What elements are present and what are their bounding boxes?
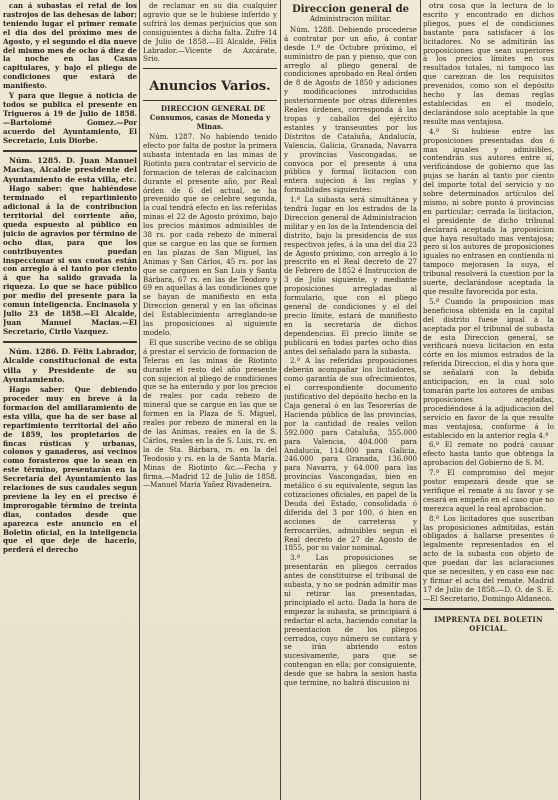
- notice-1286-heading: Núm. 1286. D. Félix Labrador, Alcalde constitucional de esta villa y Presidente de su Ayuntamiento.: [3, 346, 137, 385]
- column-divider: [420, 0, 421, 800]
- notice-1286-body: Hago saber: Que debiendo proceder muy en breve á la formacion del amillaramiento de esta villa, que ha de ser base al repartimiento territorial del año de 1859, los propietarios de fincas rústicas y urbanas, colonos y ganaderos, así vecinos como forasteros que lo sean en este término, presentarán en la Secretaría del Ayuntamiento las relaciones de sus caudales segun previene la ley en el preciso é improrogable término de treinta dias, contados desde que aparezca este anuncio en el Boletin oficial, en la inteligencia que el que deje de hacerlo, perderá el derecho: [3, 385, 137, 555]
- trigueros-notice-closing: Y para que llegue á noticia de todos se publica el presente en Trigueros á 19 de Julio de 1858.—Bartolomé Gomez.—Por acuerdo del Ayuntamiento, El Secretario, Luis Diorbe.: [3, 91, 137, 145]
- direccion-militar-subtitle: Administracion militar.: [309, 15, 392, 23]
- rule-5: 5.ª Cuando la proposicion mas beneficiosa obtenida en la capital del distrito fuese igual á la aceptada por el tribunal de subasta de esta Direccion general, se verificará nueva licitacion en esta córte en los mismos estrados de la referida Direccion, el dia y hora que se señalará con la debida anticipacion, en la cual solo tomarán parte los autores de ambas proposiciones aceptadas, procediéndose á la adjudicacion del servicio en favor de la que resulte mas ventajosa, conforme á lo establecido en la anterior regla 4.ª: [423, 296, 554, 440]
- rule-7: 7.ª El compromiso del mejor postor empezará desde que se verifique el remate á su favor y se cesará en empeño en el caso que no merezca aquel la real aprobacion.: [423, 468, 554, 513]
- column-divider: [280, 0, 281, 800]
- column-4: [423, 2, 554, 792]
- rule-1: 1.ª La subasta será simultánea y tendrá lugar en los estrados de la Direccion general de Administracion militar y en los de la Intendencia del distrito, bajo la presidencia de sus respectivos jefes, á la una del dia 23 de Agosto próximo, con arreglo á lo prescrito en el Real decreto de 27 de Febrero de 1852 é Instruccion de 3 de Julio siguiente, y mediante proposiciones arregladas al formulario, que con el pliego general de condiciones y el del precio límite, estará de manifiesto en la secretaría de dichos dependencias. El precio límite se publicará en todas partes ocho dias antes del señalado para la subasta.: [284, 195, 417, 356]
- section-divider: [143, 68, 277, 69]
- notice-1285-body: Hago saber: que habiéndose terminado el repartimiento adicional á la de contribucion territorial del corriente año, queda espuesto al público en juicio de agravios por término de ocho dias, para que los contribuyentes puedan inspeccionar si sus cuotas están con arreglo á el tanto por ciento á que ha salido gravada la riqueza. Lo que se hace público por medio del presente para la comun inteligencia. Encinasola y Julio 23 de 1858.—El Alcalde, Juan Manuel Macias.—El Secretario, Cirilo Vazquez.: [3, 184, 137, 336]
- zufre-notice-text: de reclamar en su dia cualquier agravio que se le hubiese inferido y sufrirá los demas perjuicios que son consiguientes á dicha falta. Zufre 14 de Julio de 1858.—El Alcalde, Félix Labrador.—Vicente de Azcárate, Srio.: [143, 2, 277, 64]
- imprint-line: IMPRENTA DEL BOLETIN OFICIAL.: [434, 614, 543, 633]
- rule-3-continued: otra cosa que la lectura de lo escrito y encontrado en dichos pliegos, pues el de condiciones bastante para satisfacer á los licitadores. No se admitirán las proposiciones que sean superiores á los precios límites en sus resultados totales, ni tampoco las que carezcan de los requisitos prevenidos, como son el depósito hecho y las demas reglas establecidas en el modelo, declarándose solo aceptable la que resulte mas ventajosa.: [423, 2, 554, 126]
- notice-1285-heading: Núm. 1285. D. Juan Manuel Macias, Alcalde presidente del Ayuntamiento de esta villa, etc.: [3, 155, 137, 184]
- column-2: [143, 2, 277, 792]
- rule-3: 3.ª Las proposiciones se presentarán en pliegos cerrados antes de constituirse el tribunal de subasta, y no se podrán admitir mas ni retirar las presentadas, principiado el acto. Dada la hora de empezar la subasta, se principiará á redactar el acta, haciendo constar la presentacion de los pliegos cerrados, cuyo número se contará y se irán abriendo estos sucesivamente, para que se contengan en ella; por consiguiente, desde que se habra la sesion hasta que termine, no habrá discusion ni: [284, 553, 417, 688]
- section-title: Anuncios Varios.: [149, 79, 271, 95]
- column-1: [3, 2, 137, 792]
- column-divider: [139, 0, 140, 800]
- trigueros-notice-text: can á subastas el retal de los rastrojos de las dehesas de labor; teniendo lugar el primer remate el dia dos del próximo mes de Agosto, y el segundo el dia nueve del mismo mes de ocho á diez de la noche en las Casas capitulares, y bajo el pliego de condiciones que estará de manifiesto.: [3, 2, 137, 91]
- section-divider: [143, 100, 277, 101]
- section-divider: [3, 150, 137, 152]
- notice-1288-body: Núm. 1288. Debiendo procederse á contratar por un año, á contar desde 1.º de Octubre próximo, el suministro de pan y pienso, que con arreglo al pliego general de condiciones aprobado en Real órden de 8 de Agosto de 1850 y adiciones y modificaciones introducidas posteriormente por otras diferentes Reales órdenes, corresponda á las tropas y caballos del ejército estantes y transeuntes por los Distritos de Cataluña, Andalucía, Valencia, Galicia, Granada, Navarra y provincias Vascongadas, se convoca por el presente á una pública y formal licitacion con entera sujecion á las reglas y formalidades siguientes:: [284, 24, 417, 195]
- section-divider: [3, 341, 137, 343]
- column-3: [284, 2, 417, 792]
- direccion-militar-title: Direccion general de: [292, 4, 409, 15]
- notice-1287-body: Núm. 1287. No habiendo tenido efecto por falta de postor la primera subasta intentada en las minas de Riotinto para contratar el servicio de formacion de teleras de calcinacion durante el presente año, por Real órden de 6 del actual, se ha prevenido que se celebre segunda, la cual tendrá efecto en las referidas minas el 22 de Agosto próximo, bajo los precios máximos admisibles de 38 rs. por cada rebezo de mineral que se cargue en las que se formen en las plazas de San Miguel, las Animas y San Cárlos, 45 rs. por las que se carguen en San Luis y Santa Bárbara, 67 rs. en las de Teodoro y 69 en aquellas á las condiciones que se hayan de manifiesto en esta Direccion general y en las oficinas del Establecimiento arreglando-se las proposiciones al siguiente modelo.: [143, 132, 277, 337]
- section-divider: [423, 608, 554, 610]
- notice-1287-modelo: El que suscribe vecino de se obliga á prestar el servicio de formacion de Teleras en las minas de Riotinto durante el resto del año presente con sujecion al pliego de condiciones que se ha enterado y por los precios de reales por cada rebezo de mineral que se cargue en las que se formen en la Plaza de S. Miguel, reales por rebezo de mineral en la de las Animas, reales en la de S. Cárlos, reales en la de S. Luis, rs. en la de Sta. Bárbara, rs. en la del Teodosio y rs. en la de Santa María. Minas de Riotinto &c.—Fecha y firma.—Madrid 12 de Julio de 1858.—Manuel María Yañez Rivadeneira.: [143, 337, 277, 490]
- rule-4: 4.ª Si hubiese entre las proposiciones presentadas dos ó mas iguales y admisibles, contendrán sus autores entre sí, verificándose de gobierno que las pujas se harán al tanto por ciento del importe total del servicio y no sobre determinados artículos del mismo, ni sobre punto á provincias en particular; cerrada la licitacion, el presidente de dicho tribunal declarará aceptada la proposicion que haya resultado mas ventajosa; pero si los autores de proposiciones iguales no entrasen en contienda ni tampoco mejorasen la suya, el tribunal resolverá la cuestion por la suerte, declarándose aceptada la que resulte favorecida por esta.: [423, 126, 554, 296]
- rule-2: 2.ª A las referidas proposiciones deberán acompañar los licitadores, como garantía de sus ofrecimientos, el correspondiente documento justificativo del depósito hecho en la Caja general ó en las Tesorerías de Hacienda pública de las provincias, por la cantidad de reales vellon 592.000 para Cataluña, 355.000 para Valencia, 404.000 para Andalucía, 114.000 para Galicia, 246.000 para Granada, 136.000 para Navarra, y 64.000 para las provincias Vascongadas, bien en metálico ó su equivalente, segun las cotizaciones oficiales, en papel de la Deuda del Estado, consolidada ó diferida del 3 por 100, ó bien en acciones de carreteras y ferrocarriles, admisibles segun el Real decreto de 27 de Agosto de 1855, por su valor nominal.: [284, 356, 417, 553]
- rule-6: 6.ª El remate no podrá causar efecto hasta tanto que obtenga la aprobacion del Gobierno de S. M.: [423, 440, 554, 468]
- rule-8: 8.ª Los licitadores que suscriban las proposiciones admitidas, están obligados á hallarse presentes ó legalmente representados en el acto de la subasta con objeto de que puedan dar las aclaraciones que se necesiten, y en caso ese nac y firmar el acta del remate. Madrid 17 de Julio de 1858.—D. O. de S. E.—El Secretario, Domingo Aldaneco.: [423, 513, 554, 603]
- direccion-consumos-heading: DIRECCION GENERAL DE Consumos, casas de Moneda y Minas.: [149, 104, 271, 132]
